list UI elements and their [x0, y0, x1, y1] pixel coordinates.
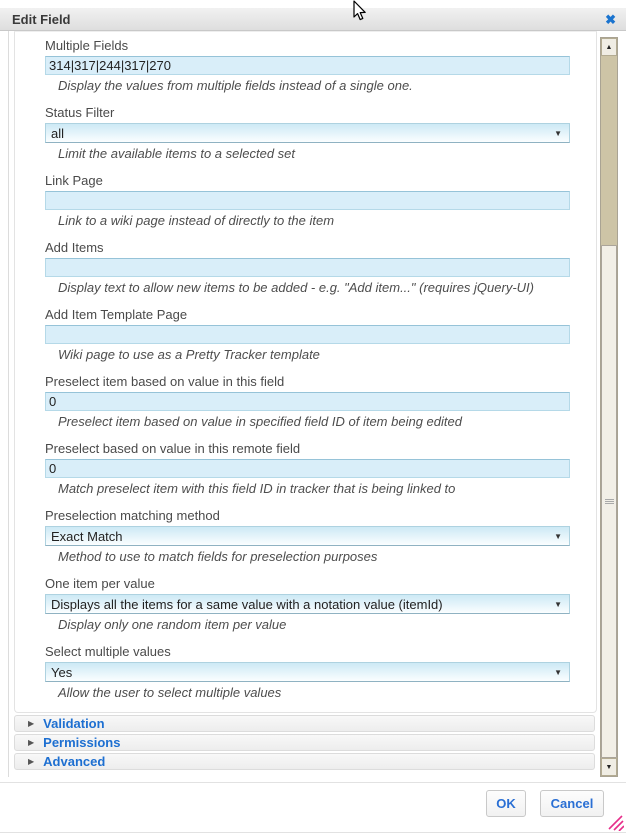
field-help: Display text to allow new items to be added - e.g. "Add item..." (requires jQuery-UI) — [58, 280, 534, 295]
dropdown-arrow-icon: ▼ — [554, 667, 562, 677]
field-help: Display only one random item per value — [58, 617, 287, 632]
field-group-preselection-matching-method — [45, 508, 570, 565]
field-help: Limit the available items to a selected set — [58, 146, 296, 161]
field-help: Match preselect item with this field ID in tracker that is being linked to — [58, 481, 456, 496]
field-group-status-filter — [45, 105, 570, 162]
vertical-scrollbar[interactable] — [600, 37, 618, 777]
accordion-label: Permissions — [43, 735, 121, 750]
link-page-input[interactable] — [45, 191, 570, 210]
dropdown-arrow-icon: ▼ — [554, 599, 562, 609]
field-help: Method to use to match fields for preselection purposes — [58, 549, 378, 564]
select-value: Displays all the items for a same value with a notation value (itemId) — [51, 596, 443, 612]
field-properties-panel — [14, 31, 597, 713]
dialog-footer — [0, 790, 626, 818]
scroll-down-button[interactable] — [601, 758, 617, 776]
accordion-label: Advanced — [43, 754, 106, 769]
field-help: Display the values from multiple fields instead of a single one. — [58, 78, 413, 93]
field-group-add-item-template-page — [45, 307, 570, 363]
field-label: Preselect item based on value in this field — [45, 374, 285, 389]
accordion-validation[interactable] — [14, 715, 595, 732]
field-group-multiple-fields — [45, 38, 570, 94]
multiple-fields-input[interactable] — [45, 56, 570, 75]
accordion-advanced[interactable] — [14, 753, 595, 770]
field-label: Preselect based on value in this remote field — [45, 441, 301, 456]
footer-divider — [0, 782, 626, 783]
add-items-input[interactable] — [45, 258, 570, 277]
dialog-scroll-area — [8, 31, 619, 777]
select-value: Exact Match — [51, 528, 123, 544]
select-value: all — [51, 125, 65, 141]
close-icon[interactable]: ✖ — [605, 11, 616, 27]
dropdown-arrow-icon: ▼ — [554, 531, 562, 541]
scroll-up-button[interactable] — [601, 38, 617, 56]
field-help: Allow the user to select multiple values — [58, 685, 282, 700]
field-group-preselect-remote-field — [45, 441, 570, 497]
thumb-grip-icon — [605, 501, 614, 502]
field-label: Add Item Template Page — [45, 307, 188, 322]
field-group-link-page — [45, 173, 570, 229]
ok-button[interactable]: OK — [486, 790, 526, 817]
field-label: Status Filter — [45, 105, 115, 120]
field-label: Preselection matching method — [45, 508, 220, 523]
field-help: Preselect item based on value in specified field ID of item being edited — [58, 414, 462, 429]
preselect-item-field-input[interactable] — [45, 392, 570, 411]
dialog-bottom-edge — [0, 832, 626, 833]
mouse-cursor — [352, 0, 368, 22]
status-filter-select[interactable] — [45, 123, 570, 143]
dialog-titlebar — [0, 8, 626, 31]
accordion-permissions[interactable] — [14, 734, 595, 751]
one-item-per-value-select[interactable] — [45, 594, 570, 614]
preselection-matching-method-select[interactable] — [45, 526, 570, 546]
field-group-preselect-item-field — [45, 374, 570, 430]
field-label: Select multiple values — [45, 644, 171, 659]
select-value: Yes — [51, 664, 73, 680]
field-label: One item per value — [45, 576, 155, 591]
add-item-template-page-input[interactable] — [45, 325, 570, 344]
field-help: Link to a wiki page instead of directly to the item — [58, 213, 335, 228]
chevron-right-icon: ▶ — [28, 719, 35, 728]
resize-grip-icon[interactable] — [606, 813, 624, 831]
dropdown-arrow-icon: ▼ — [554, 128, 562, 138]
accordion-label: Validation — [43, 716, 105, 731]
scrollbar-thumb[interactable] — [601, 245, 617, 758]
field-group-add-items — [45, 240, 570, 296]
chevron-right-icon: ▶ — [28, 757, 35, 766]
preselect-remote-field-input[interactable] — [45, 459, 570, 478]
field-label: Multiple Fields — [45, 38, 129, 53]
field-label: Add Items — [45, 240, 104, 255]
field-help: Wiki page to use as a Pretty Tracker template — [58, 347, 320, 362]
arrow-up-icon: ▲ — [605, 43, 613, 51]
field-group-one-item-per-value — [45, 576, 570, 633]
dialog-title: Edit Field — [12, 11, 71, 27]
chevron-right-icon: ▶ — [28, 738, 35, 747]
arrow-down-icon: ▼ — [605, 763, 613, 771]
cancel-button[interactable]: Cancel — [540, 790, 604, 817]
field-group-select-multiple-values — [45, 644, 570, 701]
field-label: Link Page — [45, 173, 103, 188]
select-multiple-values-select[interactable] — [45, 662, 570, 682]
